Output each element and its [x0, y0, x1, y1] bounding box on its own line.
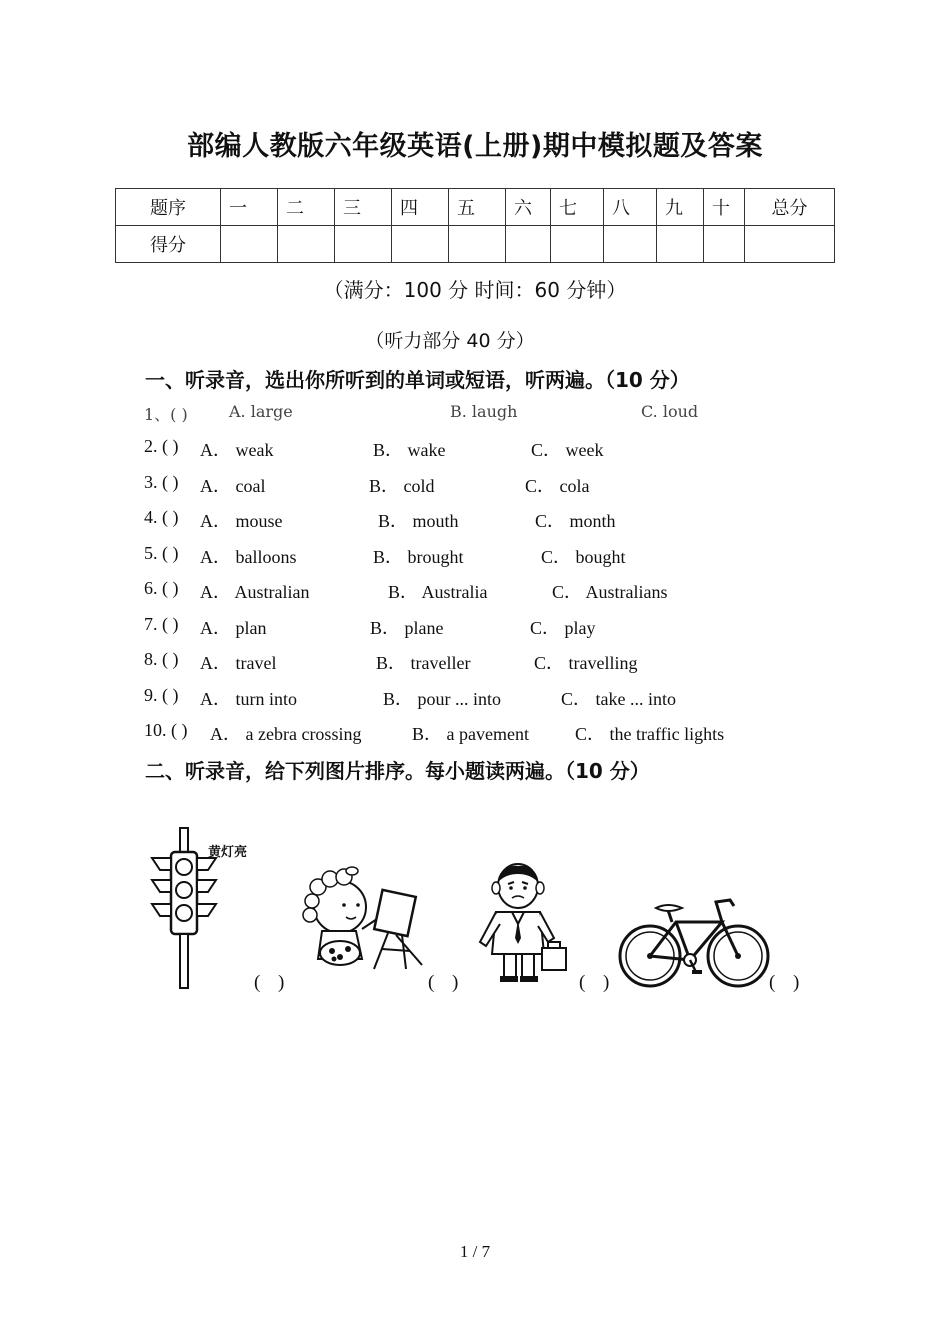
header-cell: 七	[551, 189, 604, 226]
score-table	[115, 188, 835, 263]
option-b[interactable]: B． cold	[369, 476, 435, 496]
header-cell: 十	[704, 189, 745, 226]
header-cell: 五	[449, 189, 506, 226]
answer-paren-2[interactable]: ( )	[428, 972, 459, 993]
question-number: 4. ( )	[144, 507, 179, 527]
girl-painting-picture	[288, 865, 428, 977]
score-cell[interactable]	[745, 226, 835, 263]
option-a[interactable]: A． weak	[200, 440, 274, 460]
header-cell: 六	[506, 189, 551, 226]
page-title: 部编人教版六年级英语(上册)期中模拟题及答案	[187, 131, 763, 162]
option-c[interactable]: C． take ... into	[561, 689, 676, 709]
question-number: 6. ( )	[144, 578, 179, 598]
option-c[interactable]: C． cola	[525, 476, 590, 496]
listening-header: （听力部分 40 分）	[365, 330, 535, 352]
option-a[interactable]: A． travel	[200, 653, 277, 673]
score-cell[interactable]	[704, 226, 745, 263]
option-b[interactable]: B． wake	[373, 440, 446, 460]
row-label: 得分	[116, 226, 221, 263]
score-cell[interactable]	[449, 226, 506, 263]
score-cell[interactable]	[551, 226, 604, 263]
header-cell: 九	[657, 189, 704, 226]
option-a[interactable]: A． balloons	[200, 547, 297, 567]
option-b[interactable]: B． mouth	[378, 511, 459, 531]
score-cell[interactable]	[335, 226, 392, 263]
question-number: 2. ( )	[144, 436, 179, 456]
option-c[interactable]: C． Australians	[552, 582, 668, 602]
header-cell: 一	[221, 189, 278, 226]
question-number: 7. ( )	[144, 614, 179, 634]
option-b[interactable]: B． traveller	[376, 653, 471, 673]
answer-paren-1[interactable]: ( )	[254, 972, 285, 993]
option-b[interactable]: B． Australia	[388, 582, 488, 602]
option-c[interactable]: C. loud	[641, 402, 699, 421]
answer-paren-4[interactable]: ( )	[769, 972, 800, 993]
option-c[interactable]: C． week	[531, 440, 604, 460]
option-c[interactable]: C． month	[535, 511, 616, 531]
option-b[interactable]: B． brought	[373, 547, 464, 567]
score-table-header-row	[116, 189, 835, 226]
score-cell[interactable]	[278, 226, 335, 263]
option-c[interactable]: C． bought	[541, 547, 626, 567]
option-a[interactable]: A． mouse	[200, 511, 283, 531]
exam-meta: （满分：100 分 时间：60 分钟）	[323, 278, 627, 302]
section2-heading: 二、听录音，给下列图片排序。每小题读两遍。（10 分）	[145, 759, 650, 783]
header-cell: 三	[335, 189, 392, 226]
score-cell[interactable]	[392, 226, 449, 263]
question-number: 3. ( )	[144, 472, 179, 492]
score-cell[interactable]	[604, 226, 657, 263]
option-b[interactable]: B． pour ... into	[383, 689, 502, 709]
traffic-light-picture	[140, 822, 260, 994]
option-b[interactable]: B． a pavement	[412, 724, 529, 744]
option-a[interactable]: A． Australian	[200, 582, 310, 602]
option-c[interactable]: C． the traffic lights	[575, 724, 725, 744]
question-number: 10. ( )	[144, 720, 188, 740]
question-number: 8. ( )	[144, 649, 179, 669]
option-a[interactable]: A. large	[229, 402, 293, 421]
header-cell: 总分	[745, 189, 835, 226]
businessman-picture	[472, 862, 572, 984]
option-a[interactable]: A． a zebra crossing	[210, 724, 362, 744]
option-c[interactable]: C． travelling	[534, 653, 638, 673]
option-a[interactable]: A． turn into	[200, 689, 297, 709]
traffic-light-label: 黄灯亮	[208, 845, 248, 860]
answer-paren-3[interactable]: ( )	[579, 972, 610, 993]
section1-heading: 一、听录音，选出你所听到的单词或短语，听两遍。（10 分）	[145, 368, 690, 392]
bicycle-picture	[616, 894, 774, 996]
option-a[interactable]: A． plan	[200, 618, 267, 638]
header-cell: 四	[392, 189, 449, 226]
header-cell: 八	[604, 189, 657, 226]
question-number: 9. ( )	[144, 685, 179, 705]
score-cell[interactable]	[221, 226, 278, 263]
header-cell: 二	[278, 189, 335, 226]
header-cell: 题序	[116, 189, 221, 226]
option-c[interactable]: C． play	[530, 618, 596, 638]
score-table-score-row	[116, 226, 835, 263]
score-cell[interactable]	[506, 226, 551, 263]
page-number: 1 / 7	[459, 1242, 491, 1261]
question-number: 1、( )	[144, 405, 188, 424]
score-cell[interactable]	[657, 226, 704, 263]
option-a[interactable]: A． coal	[200, 476, 266, 496]
option-b[interactable]: B. laugh	[450, 402, 518, 421]
option-b[interactable]: B． plane	[370, 618, 444, 638]
question-number: 5. ( )	[144, 543, 179, 563]
